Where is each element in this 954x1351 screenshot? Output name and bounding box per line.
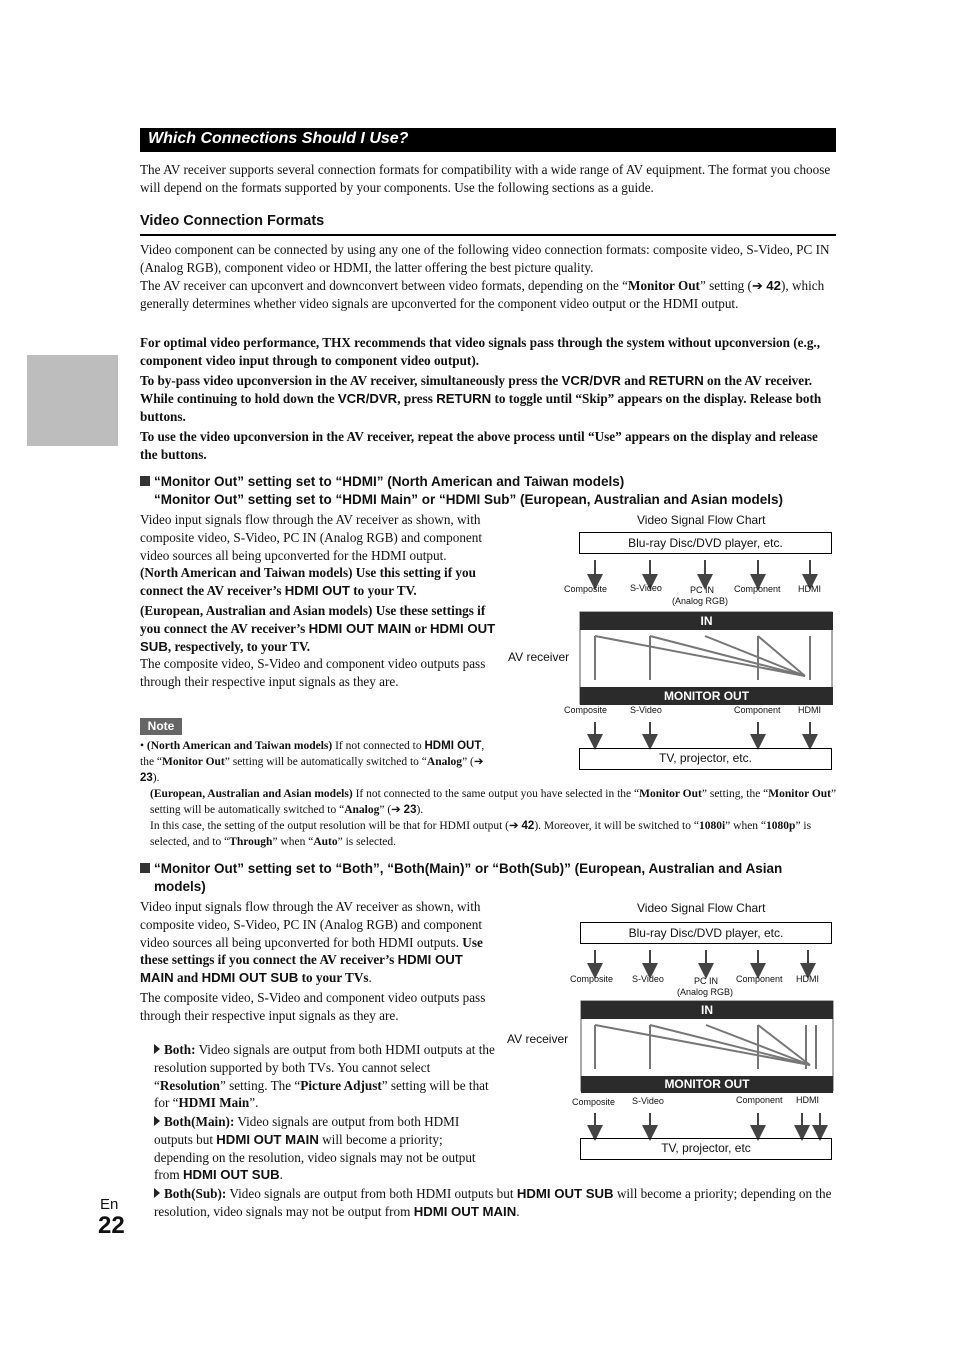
output-label-svideo: S-Video [630,705,662,715]
signal-flow-chart-1 [500,508,840,778]
note-item-3: In this case, the setting of the output resolution will be that for HDMI output (➔ 42). Moreover, it will be switched to “1080i” when “1080p” is selected, and to “Through” when “Auto” is selected. [150,820,812,848]
monitor-out-bar: MONITOR OUT [580,687,833,705]
section1-heading: “Monitor Out” setting set to “HDMI” (North American and Taiwan models) “Monitor Out” setting set to “HDMI Main” or “HDMI Sub” (European, Australian and Asian models) [140,473,783,509]
source-device-box: Blu-ray Disc/DVD player, etc. [579,532,832,554]
formats-paragraph: Video component can be connected by using any one of the following video connection formats: composite video, S-Video, PC IN (Analog RGB), component video or HDMI, the latter offering the best picture quality. [140,242,830,275]
input-label-pcin: PC IN [690,585,715,595]
receiver-label: AV receiver [508,650,570,664]
output-label-hdmi: HDMI [796,1095,819,1105]
source-device-box: Blu-ray Disc/DVD player, etc. [580,922,832,944]
in-bar: IN [581,1001,833,1019]
destination-device-box: TV, projector, etc. [579,748,832,770]
input-label-hdmi: HDMI [798,584,821,594]
note-label: Note [140,718,182,735]
intro-paragraph: The AV receiver supports several connection formats for compatibility with a wide range of AV equipment. The format you choose will depend on the formats supported by your components. Use the following sections as a guide. [140,162,831,195]
bullet-both: Both: Video signals are output from both HDMI outputs at the resolution supported by both TVs. You cannot select “Resolution” setting. The “Picture Adjust” setting will be that for “HDMI Main”. [154,1042,495,1111]
note-item-1: • (North American and Taiwan models) If not connected to HDMI OUT, the “Monitor Out” setting will be automatically switched to “Analog” (➔ 23). [140,740,485,784]
bypass-paragraph: To by-pass video upconversion in the AV receiver, simultaneously press the VCR/DVR and RETURN on the AV receiver. While continuing to hold down the VCR/DVR, press RETURN to toggle until “Skip” appears on the display. Release both buttons. [140,373,822,424]
chart-title: Video Signal Flow Chart [637,901,766,915]
receiver-label: AV receiver [507,1032,569,1046]
square-bullet-icon [140,476,150,486]
upconvert-paragraph: The AV receiver can upconvert and downconvert between video formats, depending on the “Monitor Out” setting (➔ 42), which generally determines whether video signals are upconverted for the component video output or the HDMI output. [140,278,825,311]
signal-flow-chart-2 [500,897,840,1167]
input-label-svideo: S-Video [630,583,662,593]
video-heading: Video Connection Formats [140,213,325,229]
input-label-analog-rgb: (Analog RGB) [677,987,734,997]
section-side-tab [27,355,118,446]
in-bar: IN [580,612,833,630]
flow-arrows [500,508,840,778]
destination-device-box: TV, projector, etc [580,1138,832,1160]
section2-body: Video input signals flow through the AV receiver as shown, with composite video, S-Video, PC IN (Analog RGB) and component video sources all being upconverted for both HDMI outputs. Use these settings if you connect the AV receiver’s HDMI OUT MAIN and HDMI OUT SUB to your TVs. The composite video, S-Video and component video outputs pass through their respective input signals as they are. [140,899,486,1023]
page-number: 22 [98,1212,125,1239]
input-label-component: Component [734,584,781,594]
chart-title: Video Signal Flow Chart [637,513,766,527]
input-label-pcin: PC IN [694,976,719,986]
output-label-svideo: S-Video [632,1096,664,1106]
input-label-svideo: S-Video [632,974,664,984]
section2-heading: “Monitor Out” setting set to “Both”, “Both(Main)” or “Both(Sub)” (European, Australian and Asian models) [140,860,840,896]
note-item-2: (European, Australian and Asian models) If not connected to the same output you have selected in the “Monitor Out” setting, the “Monitor Out” setting will be automatically switched to “Analog” (➔ 23). [150,788,837,816]
input-label-composite: Composite [564,584,608,594]
output-label-composite: Composite [572,1097,616,1107]
page-language: En [100,1196,119,1213]
input-label-analog-rgb: (Analog RGB) [672,596,729,606]
bullet-both-sub: Both(Sub): Video signals are output from both HDMI outputs but HDMI OUT SUB will become a priority; depending on the resolution, video signals may not be output from HDMI OUT MAIN. [154,1186,832,1219]
triangle-bullet-icon [154,1044,160,1054]
triangle-bullet-icon [154,1188,160,1198]
heading-rule [140,234,836,236]
section-title-bar [140,128,836,152]
monitor-out-bar: MONITOR OUT [581,1076,833,1093]
bullet-both-main: Both(Main): Video signals are output from both HDMI outputs but HDMI OUT MAIN will become a priority; depending on the resolution, video signals may not be output from HDMI OUT SUB. [154,1114,476,1183]
output-label-composite: Composite [564,705,608,715]
output-label-component: Component [736,1095,783,1105]
triangle-bullet-icon [154,1116,160,1126]
input-label-composite: Composite [570,974,614,984]
use-upconversion-paragraph: To use the video upconversion in the AV receiver, repeat the above process until “Use” appears on the display and release the buttons. [140,429,818,462]
input-label-component: Component [736,974,783,984]
square-bullet-icon [140,863,150,873]
output-label-component: Component [734,705,781,715]
section1-body: Video input signals flow through the AV receiver as shown, with composite video, S-Video, PC IN (Analog RGB) and component video sources all being upconverted for the HDMI output. (North American and Taiwan models) Use this setting if you connect the AV receiver’s HDMI OUT to your TV. (European, Australian and Asian models) Use these settings if you connect the AV receiver’s HDMI OUT MAIN or HDMI OUT SUB, respectively, to your TV. The composite video, S-Video and component video outputs pass through their respective input signals as they are. [140,512,496,690]
section-title: Which Connections Should I Use? [148,130,409,147]
output-label-hdmi: HDMI [798,705,821,715]
thx-paragraph: For optimal video performance, THX recommends that video signals pass through the system without upconversion (e.g., component video input through to component video output). [140,335,821,368]
input-label-hdmi: HDMI [796,974,819,984]
